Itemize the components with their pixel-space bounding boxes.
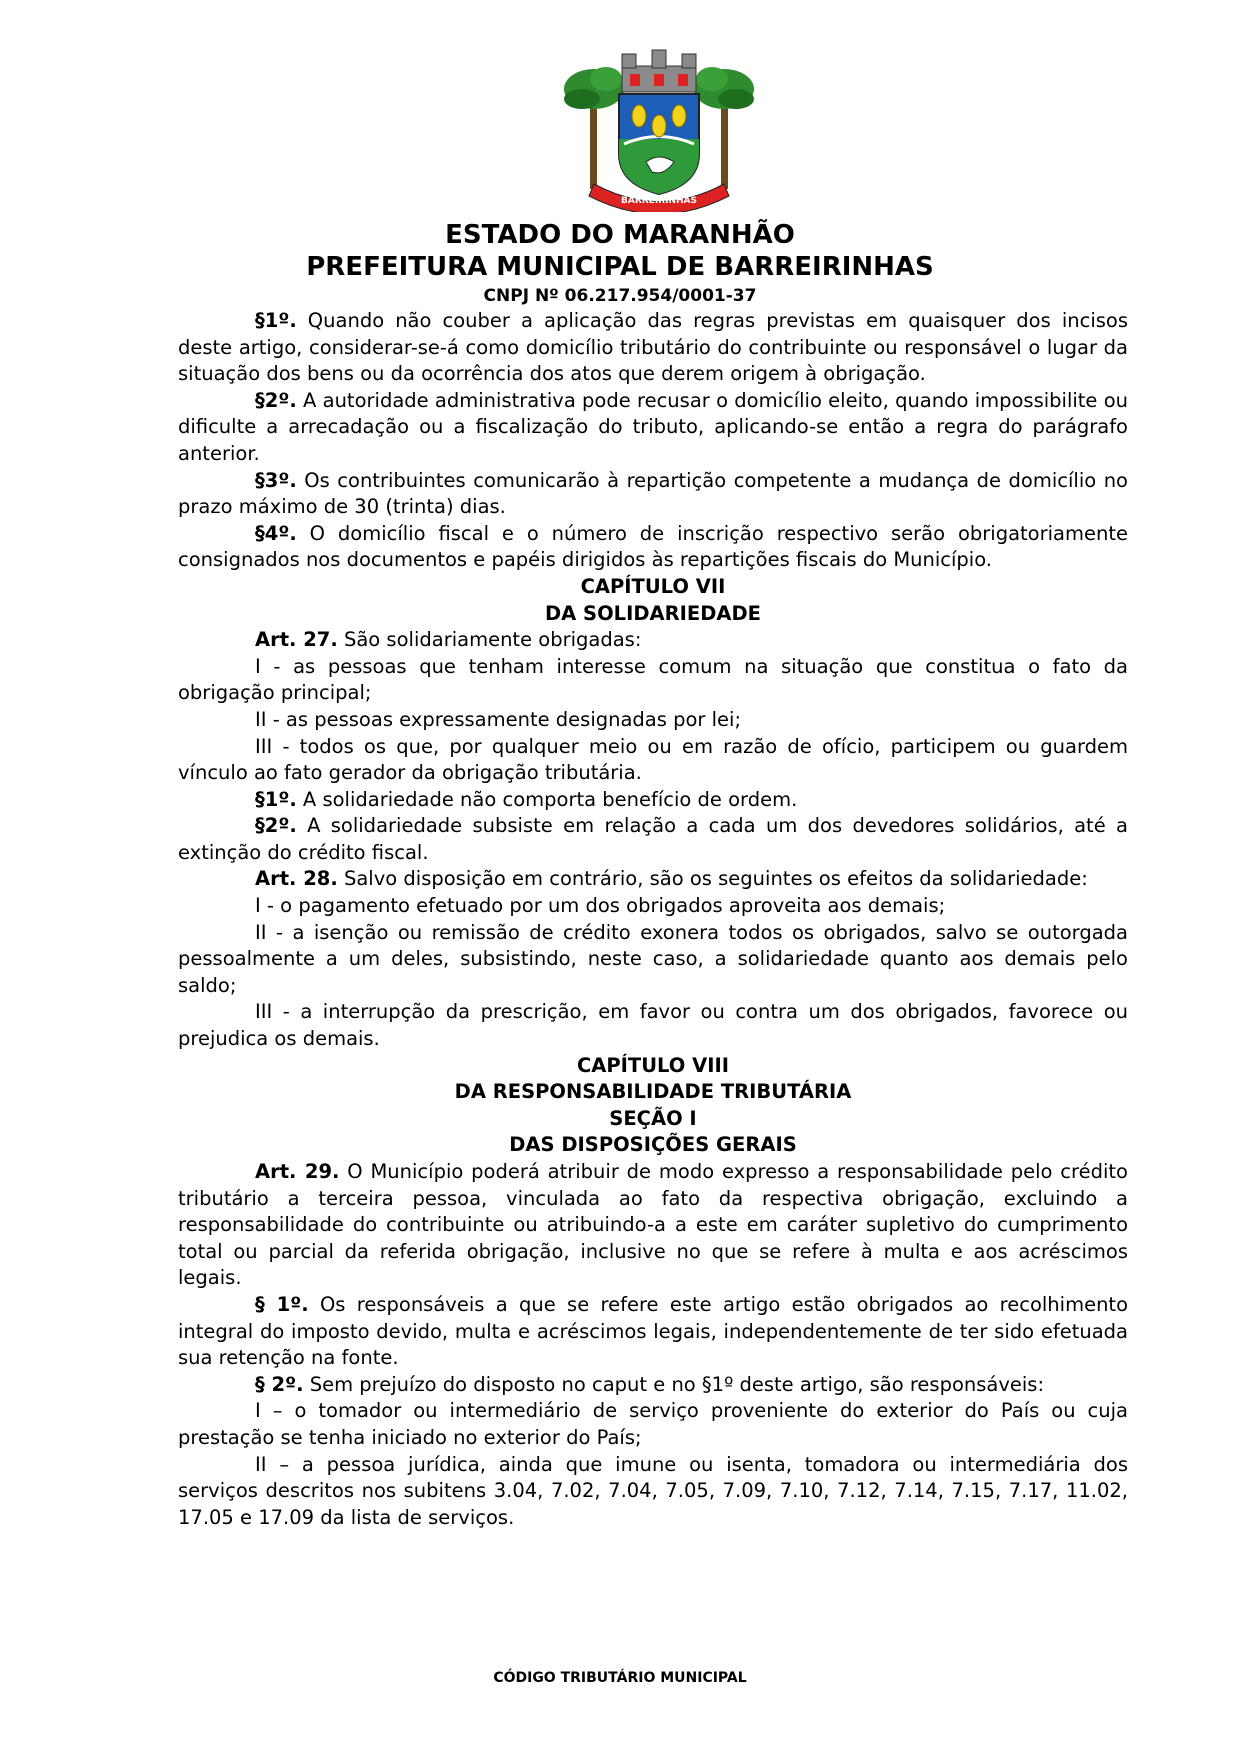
- article-28-item-i: I - o pagamento efetuado por um dos obrigados aproveita aos demais;: [255, 894, 946, 918]
- article-27-paragraph-1: §1º. A solidariedade não comporta benefício de ordem.: [255, 787, 798, 811]
- paragraph-4: §4º. O domicílio fiscal e o número de inscrição respectivo serão obrigatoriamente consignados nos documentos e papéis dirigidos às repartições fiscais do Município.: [178, 521, 1128, 572]
- palm-tree-left-icon: [564, 67, 624, 189]
- paragraph-2: §2º. A autoridade administrativa pode recusar o domicílio eleito, quando impossibilite ou dificulte a arrecadação ou a fiscalização do tributo, aplicando-se então a regra do parágrafo anterior.: [178, 388, 1128, 465]
- article-28-item-iii: III - a interrupção da prescrição, em favor ou contra um dos obrigados, favorece ou prejudica os demais.: [178, 1000, 1128, 1051]
- article-29-item-i: I – o tomador ou intermediário de serviço proveniente do exterior do País ou cuja prestação se tenha iniciado no exterior do País;: [178, 1399, 1128, 1449]
- svg-text:BARREIRINHAS: BARREIRINHAS: [621, 196, 697, 206]
- cnpj-line: CNPJ Nº 06.217.954/0001-37: [483, 286, 757, 306]
- state-heading: ESTADO DO MARANHÃO: [445, 220, 795, 250]
- article-27-item-iii: III - todos os que, por qualquer meio ou em razão de ofício, participem ou guardem vínculo ao fato gerador da obrigação tributária.: [178, 734, 1128, 785]
- article-28: Art. 28. Salvo disposição em contrário, são os seguintes os efeitos da solidariedade:: [255, 867, 1088, 891]
- chapter-8-heading: CAPÍTULO VIII: [576, 1053, 730, 1077]
- shield-icon: [619, 94, 699, 194]
- article-29: Art. 29. O Município poderá atribuir de modo expresso a responsabilidade pelo crédito tributário a terceira pessoa, vinculada ao fato da respectiva obrigação, excluindo a responsabilidade do contribuinte ou atribuindo-a a este em caráter supletivo do cumprimento total ou parcial da referida obrigação, inclusive no que se refere à multa e aos acréscimos legais.: [178, 1160, 1128, 1290]
- article-28-item-ii: II - a isenção ou remissão de crédito exonera todos os obrigados, salvo se outorgada pessoalmente a um deles, subsistindo, neste caso, a solidariedade quanto aos demais pelo saldo;: [178, 920, 1128, 997]
- municipal-crest-emblem: [564, 44, 754, 212]
- article-29-item-ii: II – a pessoa jurídica, ainda que imune ou isenta, tomadora ou intermediária dos serviços descritos nos subitens 3.04, 7.02, 7.04, 7.05, 7.09, 7.10, 7.12, 7.14, 7.15, 7.17, 11.02, 17.05 e 17.09 da lista de serviços.: [178, 1452, 1128, 1529]
- article-27-item-ii: II - as pessoas expressamente designadas por lei;: [255, 707, 742, 731]
- chapter-7-title: DA SOLIDARIEDADE: [544, 601, 762, 625]
- document-body: [178, 308, 1128, 1531]
- chapter-7-heading: CAPÍTULO VII: [580, 574, 726, 598]
- prefecture-heading: PREFEITURA MUNICIPAL DE BARREIRINHAS: [306, 252, 934, 282]
- palm-tree-right-icon: [694, 67, 754, 189]
- article-27: Art. 27. São solidariamente obrigadas:: [255, 628, 642, 652]
- mural-crown-icon: [622, 50, 696, 92]
- section-1-title: DAS DISPOSIÇÕES GERAIS: [509, 1133, 797, 1157]
- chapter-8-title: DA RESPONSABILIDADE TRIBUTÁRIA: [454, 1080, 852, 1104]
- article-27-item-i: I - as pessoas que tenham interesse comum na situação que constitua o fato da obrigação principal;: [178, 654, 1128, 705]
- paragraph-1: §1º. Quando não couber a aplicação das regras previstas em quaisquer dos incisos deste artigo, considerar-se-á como domicílio tributário do contribuinte ou responsável o lugar da situação dos bens ou da ocorrência dos atos que derem origem à obrigação.: [178, 309, 1128, 386]
- paragraph-3: §3º. Os contribuintes comunicarão à repartição competente a mudança de domicílio no prazo máximo de 30 (trinta) dias.: [178, 468, 1128, 519]
- article-29-paragraph-1: § 1º. Os responsáveis a que se refere este artigo estão obrigados ao recolhimento integral do imposto devido, multa e acréscimos legais, independentemente de ter sido efetuada sua retenção na fonte.: [178, 1292, 1129, 1370]
- page-footer: CÓDIGO TRIBUTÁRIO MUNICIPAL: [493, 1670, 747, 1686]
- article-27-paragraph-2: §2º. A solidariedade subsiste em relação a cada um dos devedores solidários, até a extinção do crédito fiscal.: [178, 814, 1128, 864]
- section-1-heading: SEÇÃO I: [609, 1106, 697, 1130]
- article-29-paragraph-2: § 2º. Sem prejuízo do disposto no caput e no §1º deste artigo, são responsáveis:: [255, 1372, 1045, 1396]
